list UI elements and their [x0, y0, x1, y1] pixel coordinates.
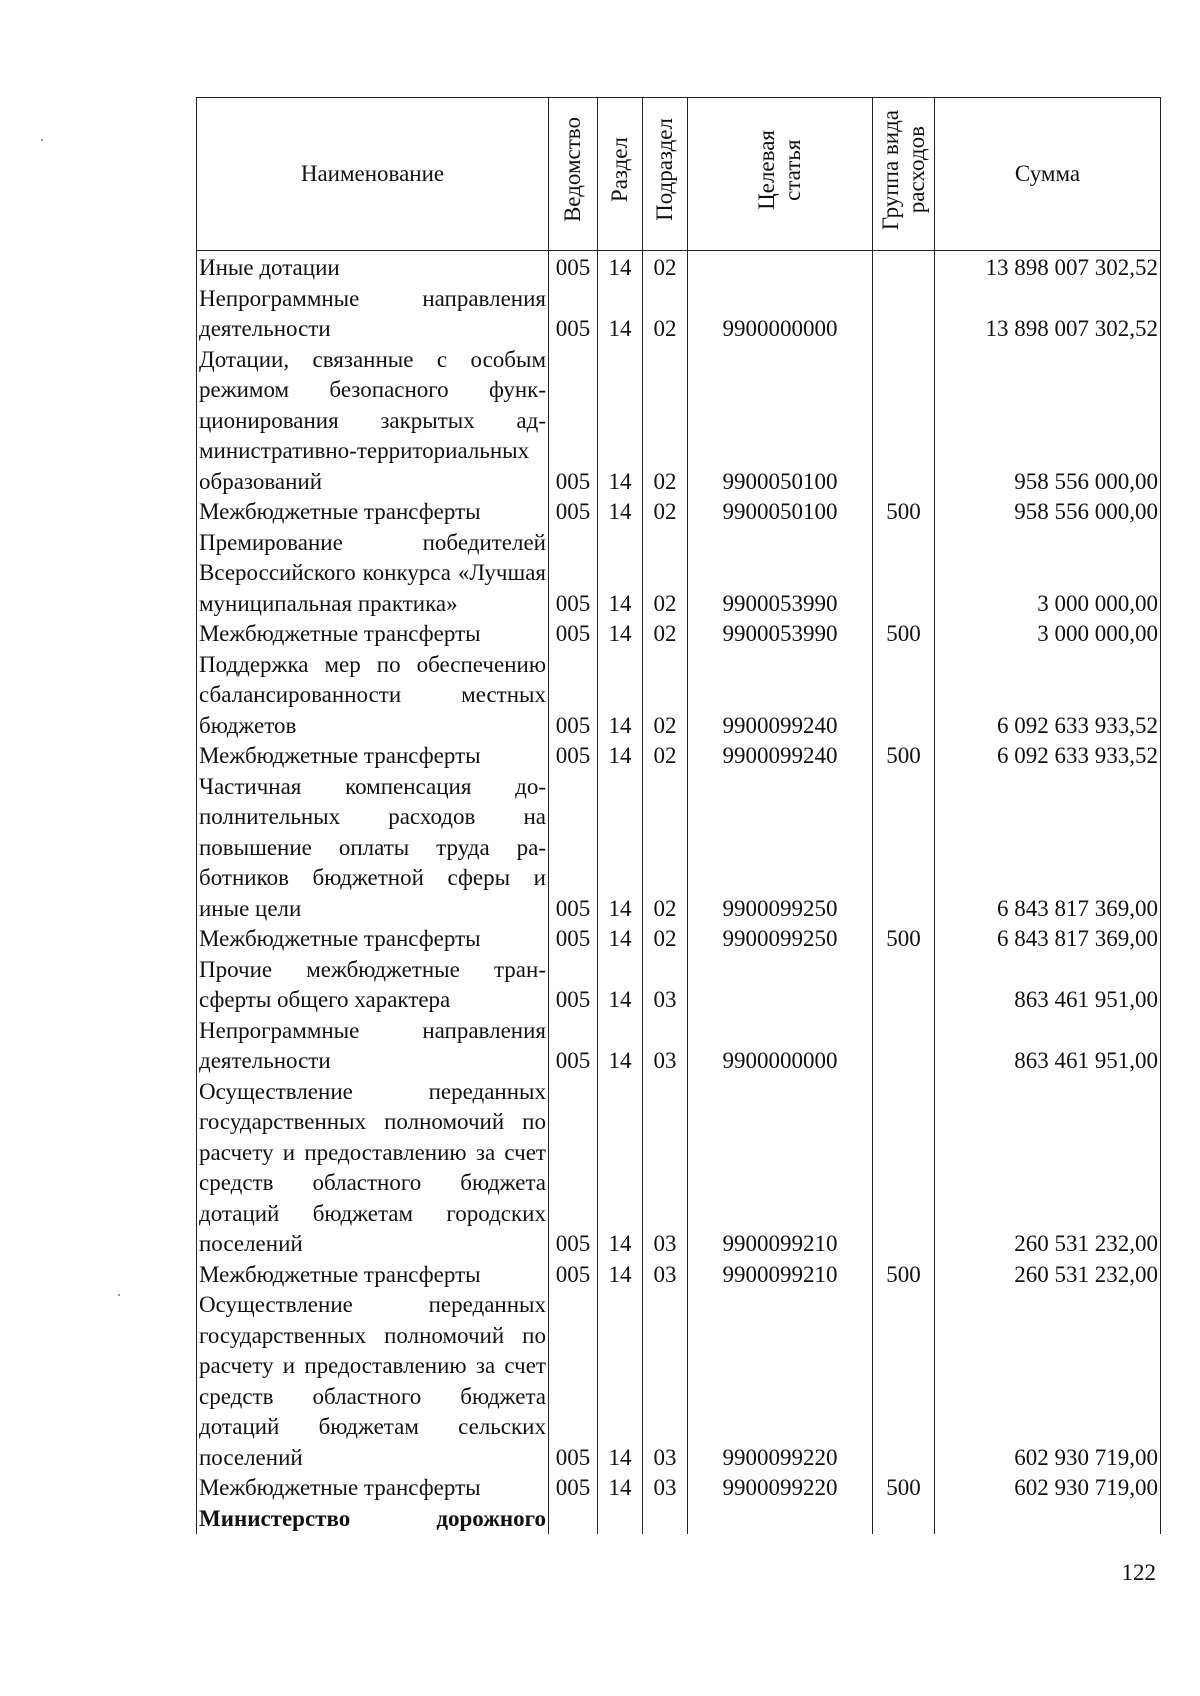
row-vedomstvo: 005: [549, 528, 598, 620]
scan-speck: [118, 1294, 120, 1296]
row-celevaya-statya: 9900099210: [688, 1260, 873, 1291]
row-name: Поддержка мер по обеспечению сбалансированности местных бюджетов: [197, 650, 549, 742]
header-summa: Сумма: [935, 98, 1161, 251]
header-celevaya-statya: Целевая статья: [688, 98, 873, 251]
row-name: Прочие межбюджетные трансферты общего характера: [197, 955, 549, 1016]
row-podrazdel: 03: [643, 1473, 688, 1504]
row-razdel: 14: [598, 497, 643, 528]
row-gruppa: 500: [873, 619, 935, 650]
row-razdel: 14: [598, 251, 643, 284]
row-podrazdel: 02: [643, 345, 688, 498]
table-row: [197, 924, 1161, 955]
table-row: [197, 1290, 1161, 1473]
row-name: Осуществление переданных государственных полномочий по расчету и предоставлению за счет средств областного бюджета дотаций бюджетам городских поселений: [197, 1077, 549, 1260]
row-summa: 13 898 007 302,52: [935, 251, 1161, 284]
row-podrazdel: 02: [643, 497, 688, 528]
row-name: Иные дотации: [197, 251, 549, 284]
row-name: Непрограммные направления деятельности: [197, 284, 549, 345]
row-summa: 863 461 951,00: [935, 955, 1161, 1016]
row-gruppa: 500: [873, 497, 935, 528]
row-celevaya-statya: 9900000000: [688, 284, 873, 345]
row-gruppa: [873, 772, 935, 925]
table-row: [197, 284, 1161, 345]
row-celevaya-statya: [688, 251, 873, 284]
row-vedomstvo: 005: [549, 741, 598, 772]
table-row: [197, 1016, 1161, 1077]
row-vedomstvo: 005: [549, 1016, 598, 1077]
row-gruppa: 500: [873, 1473, 935, 1504]
row-summa: 6 843 817 369,00: [935, 772, 1161, 925]
row-celevaya-statya: 9900099220: [688, 1473, 873, 1504]
row-vedomstvo: 005: [549, 1290, 598, 1473]
row-gruppa: [873, 1077, 935, 1260]
row-podrazdel: 02: [643, 772, 688, 925]
header-razdel: Раздел: [598, 98, 643, 251]
row-gruppa: 500: [873, 741, 935, 772]
row-name: Дотации, связанные с особым режимом безопасного функционирования закрытых административно-территориальных образований: [197, 345, 549, 498]
row-gruppa: [873, 650, 935, 742]
row-podrazdel: 02: [643, 924, 688, 955]
row-gruppa: [873, 1016, 935, 1077]
row-summa: 6 843 817 369,00: [935, 924, 1161, 955]
row-celevaya-statya: [688, 1504, 873, 1535]
row-razdel: 14: [598, 924, 643, 955]
row-vedomstvo: 005: [549, 345, 598, 498]
row-razdel: 14: [598, 1016, 643, 1077]
row-summa: 602 930 719,00: [935, 1473, 1161, 1504]
row-gruppa: [873, 284, 935, 345]
row-podrazdel: [643, 1504, 688, 1535]
row-celevaya-statya: 9900099250: [688, 924, 873, 955]
row-podrazdel: 02: [643, 251, 688, 284]
row-gruppa: 500: [873, 1260, 935, 1291]
row-vedomstvo: 005: [549, 772, 598, 925]
row-razdel: 14: [598, 955, 643, 1016]
row-gruppa: [873, 1504, 935, 1535]
row-summa: 3 000 000,00: [935, 619, 1161, 650]
row-podrazdel: 03: [643, 1290, 688, 1473]
table-row: [197, 1504, 1161, 1535]
row-gruppa: [873, 345, 935, 498]
row-podrazdel: 02: [643, 528, 688, 620]
row-vedomstvo: 005: [549, 1260, 598, 1291]
table-row: [197, 497, 1161, 528]
row-razdel: 14: [598, 1077, 643, 1260]
header-podrazdel: Подраздел: [643, 98, 688, 251]
table-row: [197, 1260, 1161, 1291]
row-vedomstvo: 005: [549, 619, 598, 650]
row-celevaya-statya: 9900099210: [688, 1077, 873, 1260]
row-podrazdel: 03: [643, 955, 688, 1016]
table-row: [197, 1077, 1161, 1260]
row-razdel: 14: [598, 1260, 643, 1291]
row-podrazdel: 03: [643, 1260, 688, 1291]
row-summa: 6 092 633 933,52: [935, 741, 1161, 772]
row-podrazdel: 02: [643, 284, 688, 345]
row-celevaya-statya: 9900099220: [688, 1290, 873, 1473]
row-vedomstvo: 005: [549, 497, 598, 528]
row-razdel: 14: [598, 528, 643, 620]
row-gruppa: [873, 528, 935, 620]
row-celevaya-statya: 9900099240: [688, 650, 873, 742]
row-name: Непрограммные направления деятельности: [197, 1016, 549, 1077]
table-row: [197, 528, 1161, 620]
row-vedomstvo: 005: [549, 251, 598, 284]
table-row: [197, 1473, 1161, 1504]
row-summa: [935, 1504, 1161, 1535]
row-celevaya-statya: 9900053990: [688, 619, 873, 650]
row-razdel: 14: [598, 284, 643, 345]
row-razdel: 14: [598, 345, 643, 498]
row-summa: 13 898 007 302,52: [935, 284, 1161, 345]
row-name: Осуществление переданных государственных полномочий по расчету и предоставлению за счет средств областного бюджета дотаций бюджетам сельских поселений: [197, 1290, 549, 1473]
table-row: [197, 955, 1161, 1016]
row-name: Межбюджетные трансферты: [197, 619, 549, 650]
row-name: Межбюджетные трансферты: [197, 1260, 549, 1291]
row-summa: 6 092 633 933,52: [935, 650, 1161, 742]
row-razdel: 14: [598, 772, 643, 925]
budget-table: [196, 97, 1161, 1534]
row-podrazdel: 02: [643, 741, 688, 772]
row-celevaya-statya: 9900099240: [688, 741, 873, 772]
header-name: Наименование: [197, 98, 549, 251]
row-vedomstvo: 005: [549, 1077, 598, 1260]
row-name: Межбюджетные трансферты: [197, 1473, 549, 1504]
row-name: Межбюджетные трансферты: [197, 741, 549, 772]
row-vedomstvo: 005: [549, 284, 598, 345]
scan-speck: [41, 139, 43, 141]
row-razdel: 14: [598, 1290, 643, 1473]
table-header: [197, 98, 1161, 251]
row-name: Межбюджетные трансферты: [197, 497, 549, 528]
row-podrazdel: 03: [643, 1077, 688, 1260]
table-row: [197, 251, 1161, 284]
row-celevaya-statya: 9900099250: [688, 772, 873, 925]
table-row: [197, 772, 1161, 925]
row-gruppa: [873, 955, 935, 1016]
row-summa: 863 461 951,00: [935, 1016, 1161, 1077]
header-vedomstvo: Ведомство: [549, 98, 598, 251]
row-celevaya-statya: 9900050100: [688, 345, 873, 498]
row-summa: 958 556 000,00: [935, 345, 1161, 498]
row-name: Межбюджетные трансферты: [197, 924, 549, 955]
row-razdel: [598, 1504, 643, 1535]
row-summa: 958 556 000,00: [935, 497, 1161, 528]
row-razdel: 14: [598, 619, 643, 650]
row-summa: 260 531 232,00: [935, 1077, 1161, 1260]
row-vedomstvo: 005: [549, 924, 598, 955]
row-summa: 602 930 719,00: [935, 1290, 1161, 1473]
table-row: [197, 741, 1161, 772]
row-name: Премирование победителей Всероссийского конкурса «Лучшая муниципальная практика»: [197, 528, 549, 620]
table-row: [197, 345, 1161, 498]
row-razdel: 14: [598, 1473, 643, 1504]
row-podrazdel: 02: [643, 650, 688, 742]
row-name: Частичная компенсация дополнительных расходов на повышение оплаты труда работников бюджетной сферы и иные цели: [197, 772, 549, 925]
header-gruppa-vida-rashodov: Группа вида расходов: [873, 98, 935, 251]
row-gruppa: [873, 251, 935, 284]
row-razdel: 14: [598, 741, 643, 772]
row-name: Министерство дорожного: [197, 1504, 549, 1535]
table-row: [197, 650, 1161, 742]
row-gruppa: [873, 1290, 935, 1473]
row-celevaya-statya: [688, 955, 873, 1016]
row-podrazdel: 03: [643, 1016, 688, 1077]
row-summa: 3 000 000,00: [935, 528, 1161, 620]
table-body: [197, 251, 1161, 1535]
row-celevaya-statya: 9900053990: [688, 528, 873, 620]
row-vedomstvo: 005: [549, 650, 598, 742]
row-vedomstvo: 005: [549, 1473, 598, 1504]
row-vedomstvo: [549, 1504, 598, 1535]
table-row: [197, 619, 1161, 650]
row-celevaya-statya: 9900050100: [688, 497, 873, 528]
row-razdel: 14: [598, 650, 643, 742]
row-gruppa: 500: [873, 924, 935, 955]
page-number: 122: [1121, 1560, 1156, 1585]
row-podrazdel: 02: [643, 619, 688, 650]
row-vedomstvo: 005: [549, 955, 598, 1016]
row-summa: 260 531 232,00: [935, 1260, 1161, 1291]
row-celevaya-statya: 9900000000: [688, 1016, 873, 1077]
